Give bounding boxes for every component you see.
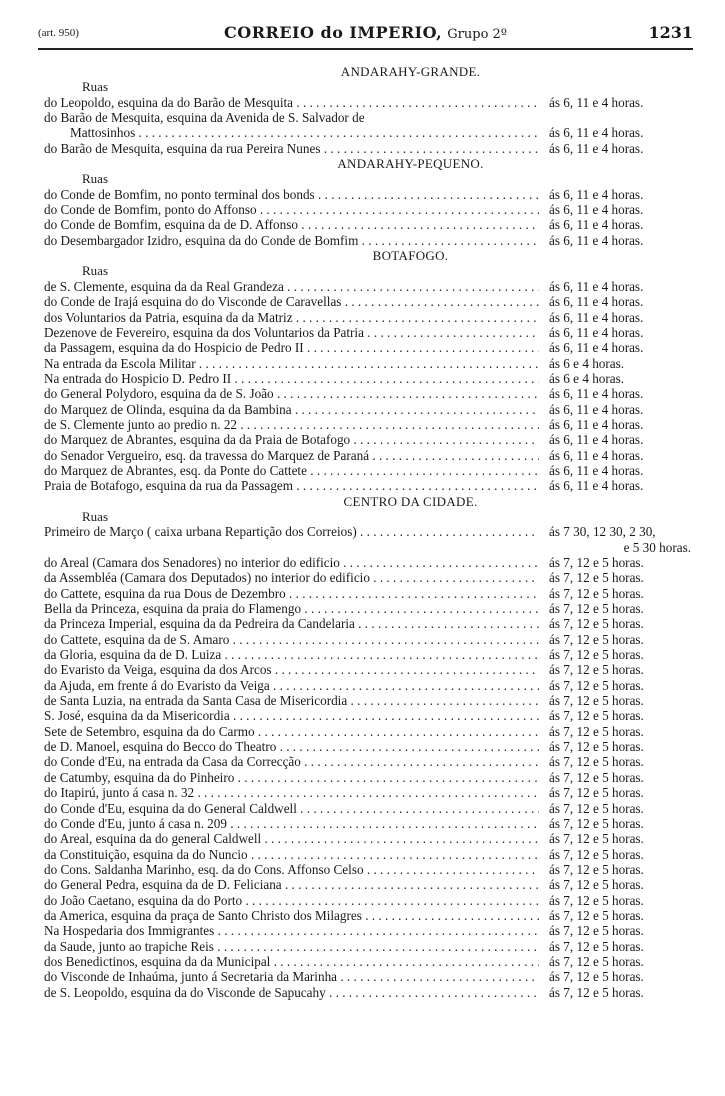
collection-hours: ás 7, 12 e 5 horas. [549, 601, 644, 617]
collection-hours: ás 7, 12 e 5 horas. [549, 800, 644, 816]
street-location: Na entrada da Escola Militar . . . [44, 356, 539, 371]
schedule-row [44, 739, 699, 754]
street-location: Na entrada do Hospicio D. Pedro II . . . [44, 371, 539, 386]
collection-hours: ás 7, 12 e 5 horas. [549, 877, 644, 893]
collection-hours: ás 7, 12 e 5 horas. [549, 861, 644, 877]
schedule-row [44, 325, 699, 340]
collection-hours: ás 7, 12 e 5 horas. [549, 647, 644, 663]
street-location: dos Benedictinos, esquina da da Municipal . . . [44, 954, 539, 969]
collection-hours: ás 7, 12 e 5 horas. [549, 831, 644, 847]
collection-hours: ás 6, 11 e 4 horas. [549, 278, 644, 294]
schedule-row [44, 969, 699, 984]
collection-hours: ás 6, 11 e 4 horas. [549, 186, 644, 202]
collection-hours: ás 7, 12 e 5 horas. [549, 953, 644, 969]
collection-hours: ás 6, 11 e 4 horas. [549, 416, 644, 432]
street-location: do Barão de Mesquita, esquina da rua Pereira Nunes . . . [44, 141, 539, 156]
schedule-row [44, 570, 699, 585]
street-location: do Conde d'Eu, esquina da do General Caldwell . . . [44, 801, 539, 816]
street-location: do Itapirú, junto á casa n. 32 . . . [44, 785, 539, 800]
schedule-row [44, 310, 699, 325]
collection-hours: ás 6, 11 e 4 horas. [549, 324, 644, 340]
collection-hours: ás 7, 12 e 5 horas. [549, 785, 644, 801]
schedule-row [44, 463, 699, 478]
schedule-row [44, 616, 699, 631]
schedule-row [44, 632, 699, 647]
schedule-row: e 5 30 horas. [623, 539, 691, 555]
schedule-row [44, 125, 699, 140]
page-number: 1231 [648, 23, 693, 42]
section-title: BOTAFOGO. [372, 248, 449, 264]
collection-hours: ás 6, 11 e 4 horas. [549, 202, 644, 218]
collection-hours: ás 7, 12 e 5 horas. [549, 892, 644, 908]
schedule-row [44, 187, 699, 202]
schedule-row [44, 862, 699, 877]
schedule-row [44, 893, 699, 908]
collection-hours: ás 7, 12 e 5 horas. [549, 907, 644, 923]
street-location: do Marquez de Abrantes, esq. da Ponte do Cattete . . . [44, 463, 539, 478]
collection-hours: ás 6, 11 e 4 horas. [549, 401, 644, 417]
collection-hours: ás 7, 12 e 5 horas. [549, 585, 644, 601]
street-location: do Senador Vergueiro, esq. da travessa do Marquez de Paraná . . . [44, 448, 539, 463]
collection-hours: ás 7, 12 e 5 horas. [549, 555, 644, 570]
street-location: do João Caetano, esquina da do Porto . . . [44, 893, 539, 908]
street-location: do Conde de Bomfim, esquina da de D. Affonso . . . [44, 217, 539, 232]
street-location: da Passagem, esquina da do Hospicio de Pedro II . . . [44, 340, 539, 355]
collection-hours: ás 6, 11 e 4 horas. [549, 125, 644, 141]
schedule-row [44, 417, 699, 432]
collection-hours: ás 6 e 4 horas. [549, 355, 625, 371]
schedule-row [44, 294, 699, 309]
collection-hours: ás 6, 11 e 4 horas. [549, 478, 644, 494]
collection-hours: ás 7, 12 e 5 horas. [549, 723, 644, 739]
street-location: Na Hospedaria dos Immigrantes . . . [44, 923, 539, 938]
street-location: Primeiro de Março ( caixa urbana Repartição dos Correios) . . . [44, 524, 539, 539]
schedule-row [44, 217, 699, 232]
schedule-row [44, 939, 699, 954]
collection-hours: ás 6, 11 e 4 horas. [549, 232, 644, 248]
publication-title: CORREIO do IMPERIO, [224, 23, 443, 42]
collection-hours: ás 7, 12 e 5 horas. [549, 969, 644, 985]
schedule-row [44, 478, 699, 493]
street-location: do Conde de Irajá esquina do do Visconde de Caravellas . . . [44, 294, 539, 309]
street-location: de Santa Luzia, na entrada da Santa Casa de Misericordia . . . [44, 693, 539, 708]
schedule-row [44, 386, 699, 401]
street-location: do Conde d'Eu, junto á casa n. 209 . . . [44, 816, 539, 831]
collection-hours: ás 6, 11 e 4 horas. [549, 294, 644, 310]
street-location: do Conde d'Eu, na entrada da Casa da Correcção . . . [44, 754, 539, 769]
street-location: do Areal (Camara dos Senadores) no interior do edificio . . . [44, 555, 539, 570]
collection-hours: ás 6 e 4 horas. [549, 370, 625, 386]
ruas-label: Ruas [82, 171, 108, 187]
page-header [38, 22, 693, 50]
street-location: do Conde de Bomfim, ponto do Affonso . . . [44, 202, 539, 217]
collection-hours: ás 7, 12 e 5 horas. [549, 739, 644, 755]
street-location: do Cons. Saldanha Marinho, esq. da do Cons. Affonso Celso . . . [44, 862, 539, 877]
schedule-row [44, 340, 699, 355]
schedule-row [44, 801, 699, 816]
schedule-body [44, 64, 699, 1000]
street-location: do Cattete, esquina da rua Dous de Dezembro . . . [44, 586, 539, 601]
street-location: da Princeza Imperial, esquina da da Pedreira da Candelaria . . . [44, 616, 539, 631]
schedule-row [44, 954, 699, 969]
ruas-label: Ruas [82, 263, 108, 279]
street-location: do Marquez de Olinda, esquina da da Bambina . . . [44, 402, 539, 417]
street-location: Praia de Botafogo, esquina da rua da Passagem . . . [44, 478, 539, 493]
street-location: do Leopoldo, esquina da do Barão de Mesquita . . . [44, 95, 539, 110]
street-location: do Visconde de Inhaúma, junto á Secretaria da Marinha . . . [44, 969, 539, 984]
ruas-label: Ruas [82, 508, 108, 524]
schedule-row [44, 110, 699, 125]
collection-hours: ás 7, 12 e 5 horas. [549, 616, 644, 632]
street-location: de S. Leopoldo, esquina da do Visconde de Sapucahy . . . [44, 985, 539, 1000]
collection-hours: ás 7, 12 e 5 horas. [549, 631, 644, 647]
collection-hours: ás 7, 12 e 5 horas. [549, 815, 644, 831]
collection-hours: ás 7, 12 e 5 horas. [549, 693, 644, 709]
street-location: dos Voluntarios da Patria, esquina da da Matriz . . . [44, 310, 539, 325]
collection-hours: ás 7, 12 e 5 horas. [549, 754, 644, 770]
schedule-row [44, 586, 699, 601]
collection-hours: ás 7, 12 e 5 horas. [549, 984, 644, 1000]
collection-hours: ás 7, 12 e 5 horas. [549, 938, 644, 954]
schedule-row [44, 524, 699, 539]
street-location: da Assembléa (Camara dos Deputados) no interior do edificio . . . [44, 570, 539, 585]
collection-hours: ás 6, 11 e 4 horas. [549, 386, 644, 402]
street-location: de Catumby, esquina da do Pinheiro . . . [44, 770, 539, 785]
schedule-row [44, 785, 699, 800]
schedule-row [44, 985, 699, 1000]
collection-hours: ás 7, 12 e 5 horas. [549, 677, 644, 693]
schedule-row [44, 908, 699, 923]
street-location: do Desembargador Izidro, esquina da do Conde de Bomfim . . . [44, 233, 539, 248]
street-location: de D. Manoel, esquina do Becco do Theatro . . . [44, 739, 539, 754]
collection-hours: ás 7, 12 e 5 horas. [549, 570, 644, 586]
collection-hours: ás 6, 11 e 4 horas. [549, 309, 644, 325]
street-location: da America, esquina da praça de Santo Christo dos Milagres . . . [44, 908, 539, 923]
schedule-row [44, 233, 699, 248]
ruas-label: Ruas [82, 79, 108, 95]
collection-hours: ás 7, 12 e 5 horas. [549, 923, 644, 939]
schedule-row [44, 279, 699, 294]
street-location: Sete de Setembro, esquina da do Carmo . . . [44, 724, 539, 739]
street-location: da Saude, junto ao trapiche Reis . . . [44, 939, 539, 954]
schedule-row [44, 202, 699, 217]
article-reference: (art. 950) [38, 27, 79, 39]
street-location: do Marquez de Abrantes, esquina da da Praia de Botafogo . . . [44, 432, 539, 447]
street-location: Mattosinhos . . . [44, 125, 539, 140]
schedule-row [44, 555, 699, 570]
collection-hours: ás 6, 11 e 4 horas. [549, 462, 644, 478]
group-label: Grupo 2º [447, 27, 507, 42]
street-location: do Conde de Bomfim, no ponto terminal dos bonds . . . [44, 187, 539, 202]
street-location: Bella da Princeza, esquina da praia do Flamengo . . . [44, 601, 539, 616]
section-title: ANDARAHY-PEQUENO. [337, 156, 484, 172]
collection-hours: ás 7, 12 e 5 horas. [549, 708, 644, 724]
street-location: da Constituição, esquina da do Nuncio . . . [44, 847, 539, 862]
street-location: de S. Clemente, esquina da da Real Grandeza . . . [44, 279, 539, 294]
schedule-row [44, 402, 699, 417]
section-title: CENTRO DA CIDADE. [343, 493, 478, 509]
schedule-row [44, 877, 699, 892]
street-location: do Evaristo da Veiga, esquina da dos Arcos . . . [44, 662, 539, 677]
collection-hours: ás 7, 12 e 5 horas. [549, 846, 644, 862]
street-location: do Barão de Mesquita, esquina da Avenida de S. Salvador de [44, 110, 365, 126]
collection-hours: ás 7, 12 e 5 horas. [549, 769, 644, 785]
schedule-row [44, 847, 699, 862]
schedule-row [44, 371, 699, 386]
schedule-row [44, 923, 699, 938]
schedule-row [44, 754, 699, 769]
schedule-row [44, 816, 699, 831]
collection-hours: ás 6, 11 e 4 horas. [549, 140, 644, 156]
schedule-row [44, 432, 699, 447]
schedule-row [44, 770, 699, 785]
collection-hours: ás 6, 11 e 4 horas. [549, 432, 644, 448]
schedule-row [44, 647, 699, 662]
schedule-row [44, 601, 699, 616]
schedule-row [44, 693, 699, 708]
header-title [38, 23, 693, 42]
schedule-row [44, 678, 699, 693]
schedule-row [44, 831, 699, 846]
street-location: de S. Clemente junto ao predio n. 22 . . . [44, 417, 539, 432]
schedule-row [44, 724, 699, 739]
collection-hours: ás 6, 11 e 4 horas. [549, 217, 644, 233]
street-location: da Ajuda, em frente á do Evaristo da Veiga . . . [44, 678, 539, 693]
schedule-row [44, 356, 699, 371]
street-location: do Cattete, esquina da de S. Amaro . . . [44, 632, 539, 647]
collection-hours: ás 6, 11 e 4 horas. [549, 94, 644, 110]
schedule-row [44, 448, 699, 463]
schedule-row [44, 662, 699, 677]
street-location: S. José, esquina da da Misericordia . . . [44, 708, 539, 723]
collection-hours: ás 7, 12 e 5 horas. [549, 662, 644, 678]
section-title: ANDARAHY-GRANDE. [340, 64, 481, 79]
schedule-row [44, 141, 699, 156]
street-location: do Areal, esquina da do general Caldwell . . . [44, 831, 539, 846]
collection-hours: ás 6, 11 e 4 horas. [549, 447, 644, 463]
collection-hours: ás 6, 11 e 4 horas. [549, 340, 644, 356]
street-location: do General Pedra, esquina da de D. Feliciana . . . [44, 877, 539, 892]
collection-hours: ás 7 30, 12 30, 2 30, [549, 524, 656, 540]
street-location: da Gloria, esquina da de D. Luiza . . . [44, 647, 539, 662]
schedule-row [44, 95, 699, 110]
schedule-row [44, 708, 699, 723]
street-location: Dezenove de Fevereiro, esquina da dos Voluntarios da Patria . . . [44, 325, 539, 340]
street-location: do General Polydoro, esquina da de S. João . . . [44, 386, 539, 401]
